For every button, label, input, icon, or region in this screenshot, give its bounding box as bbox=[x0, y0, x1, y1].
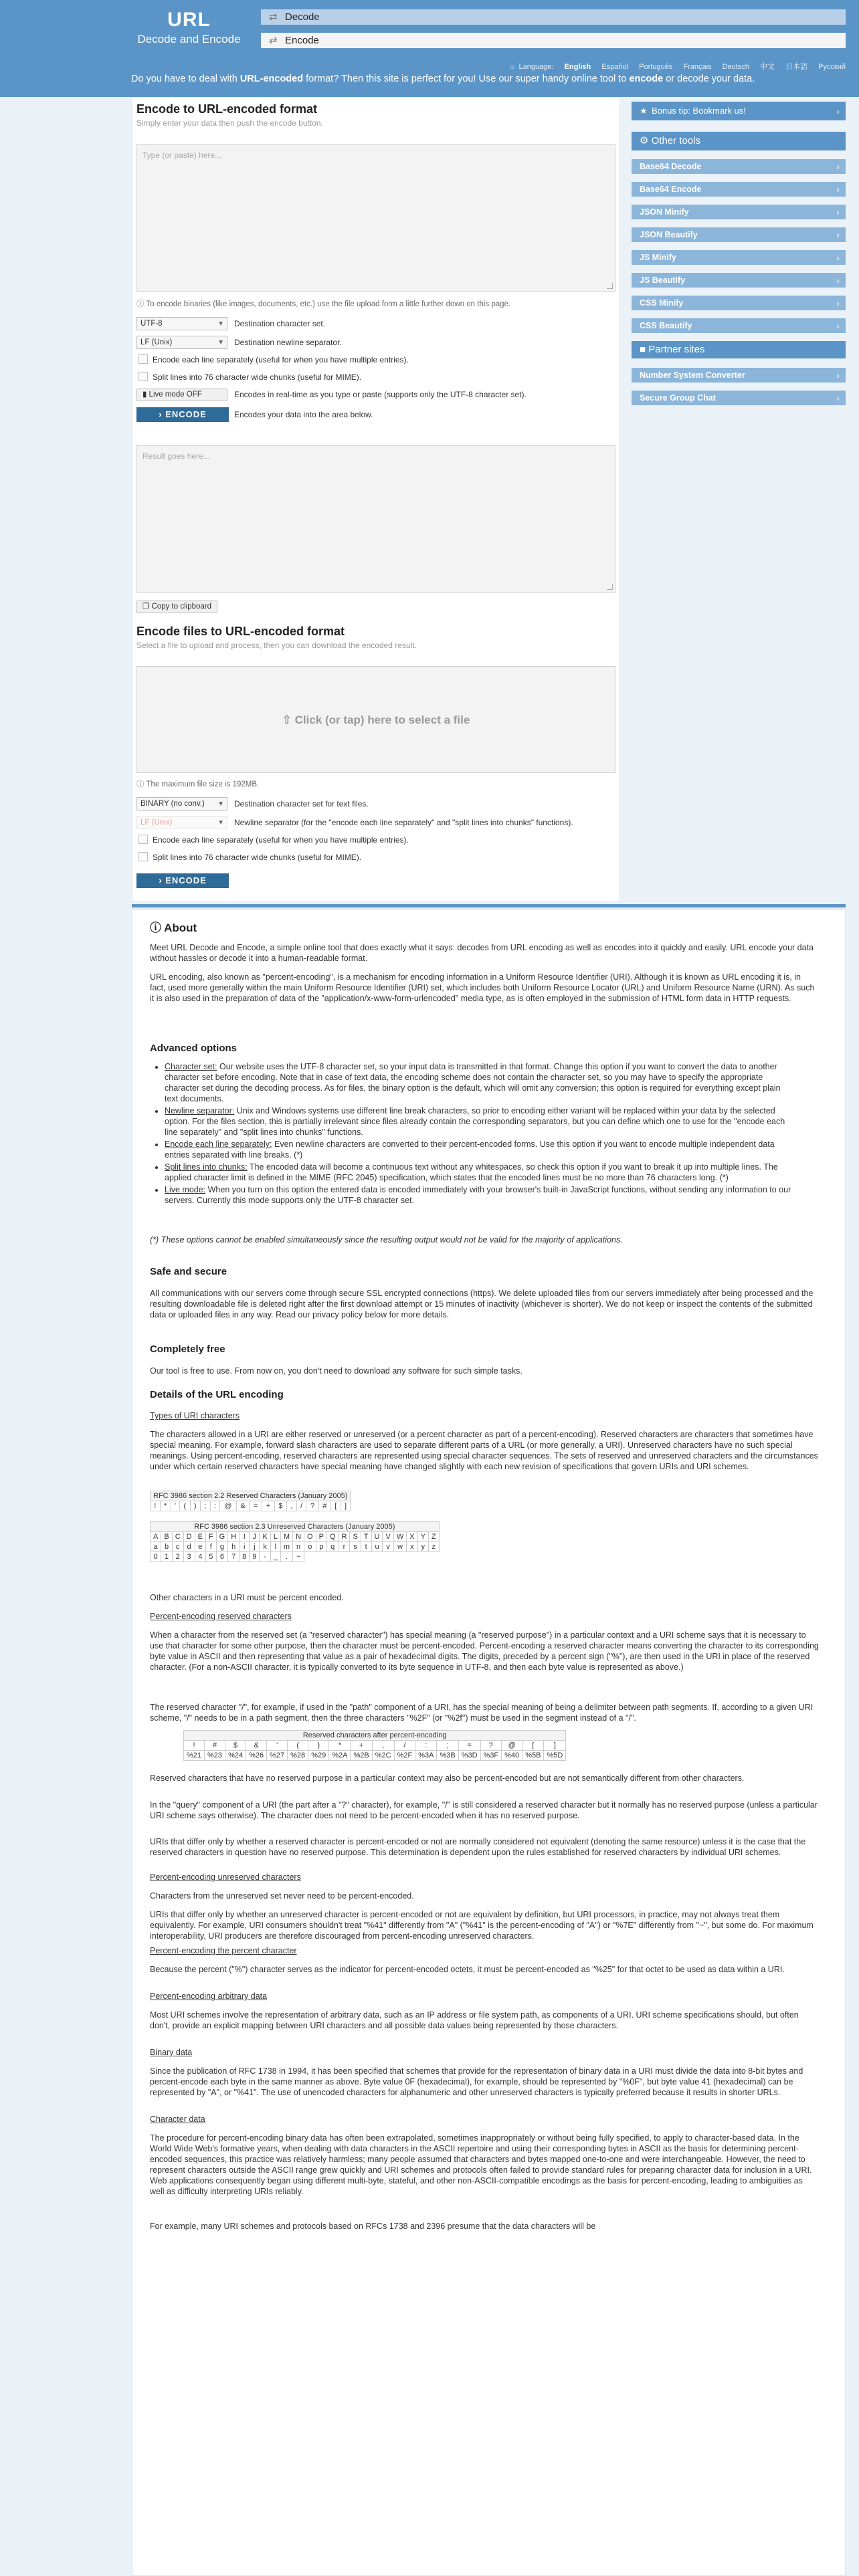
after-char-cell: ( bbox=[288, 1741, 308, 1751]
tagline-text: Do you have to deal with bbox=[131, 74, 240, 84]
file-charset-select[interactable]: BINARY (no conv.) ▾ bbox=[136, 797, 227, 811]
copy-button[interactable] bbox=[136, 601, 217, 613]
after-caption: Reserved characters after percent-encoding bbox=[184, 1731, 566, 1741]
globe-icon: ☼ bbox=[508, 63, 516, 71]
after-code-cell: %3B bbox=[437, 1751, 458, 1761]
result-placeholder: Result goes here... bbox=[142, 451, 210, 461]
encoder-panel bbox=[132, 97, 620, 902]
unreserved-char-cell: 9 bbox=[250, 1552, 260, 1562]
pe-unreserved-p1: Characters from the unreserved set never need to be percent-encoded. bbox=[150, 1891, 414, 1901]
chevron-icon: › bbox=[159, 875, 163, 885]
pe-percent-title: Percent-encoding the percent character bbox=[150, 1946, 297, 1955]
input-placeholder: Type (or paste) here... bbox=[142, 150, 222, 160]
tool-base64-decode[interactable]: Base64 Decode › bbox=[632, 159, 846, 174]
after-code-cell: %2C bbox=[372, 1751, 394, 1761]
unreserved-char-cell: U bbox=[371, 1532, 383, 1542]
file-each-line-label: Encode each line separately (useful for when you have multiple entries). bbox=[153, 835, 409, 845]
unreserved-char-cell: R bbox=[339, 1532, 350, 1542]
char-p: The procedure for percent-encoding binary data has often been extrapolated, sometimes inappropriately or without being fully specified, to apply to character-based data. In the World Wide Web's formative years, when dealing with data characters in the ASCII repertoire and using their corresponding bytes in ASCII as the basis for determining percent-encoded sequences, this practice was relatively harmless; many people assumed that characters and bytes mapped one-to-one and were interchangeable. However, the need to represent characters outside the ASCII range grew quickly and URI schemes and protocols often failed to provide standard rules for preparing character data for inclusion in a URI. Web applications consequently began using different multi-byte, stateful, and other non-ASCII-compatible encodings as the basis for percent-encoding, leading to ambiguities as well as difficulty interpreting URIs reliably. bbox=[150, 2133, 812, 2196]
after-code-cell: %2F bbox=[394, 1751, 415, 1761]
tool-css-minify[interactable]: CSS Minify › bbox=[632, 296, 846, 310]
unreserved-char-cell: . bbox=[280, 1552, 292, 1562]
adv-live bbox=[165, 1184, 793, 1206]
unreserved-char-cell: T bbox=[361, 1532, 371, 1542]
after-code-cell: %21 bbox=[184, 1751, 205, 1761]
live-mode-button[interactable] bbox=[136, 389, 227, 401]
unreserved-char-cell: l bbox=[270, 1542, 280, 1552]
copy-button-label: Copy to clipboard bbox=[151, 603, 212, 611]
lang-spanish[interactable]: Español bbox=[601, 63, 629, 71]
types-p: The characters allowed in a URI are either reserved or unreserved (or a percent character as part of a percent-encoding). Reserved characters are characters that sometimes have special meaning. For example, forward slash characters are used to separate different parts of a URL (or more generally, a URI). Unreserved characters have no such special meanings. Using percent-encoding, reserved characters are represented using special character sequences. The sets of reserved and unreserved characters and the circumstances under which certain reserved characters have special meaning have changed slightly with each new revision of specifications that govern URIs and URI schemes. bbox=[150, 1430, 818, 1471]
reserved-table bbox=[150, 1491, 351, 1511]
unreserved-char-cell: o bbox=[304, 1542, 316, 1552]
differ-p: URIs that differ only by whether a reserved character is percent-encoded or not are normally considered not equivalent (denoting the same resource) unless it is the case that the reserved characters in question have no reserved purpose. This determination is dependent upon the rules established for reserved characters by individual URI schemes. bbox=[150, 1837, 806, 1857]
unreserved-char-cell: d bbox=[183, 1542, 195, 1552]
file-newline-select[interactable]: LF (Unix) ▾ bbox=[136, 816, 227, 829]
partner-secure-chat[interactable]: Secure Group Chat › bbox=[632, 391, 846, 405]
unreserved-char-cell: - bbox=[260, 1552, 270, 1562]
unreserved-char-cell: 4 bbox=[195, 1552, 205, 1562]
unreserved-char-cell: b bbox=[161, 1542, 172, 1552]
unreserved-char-cell: _ bbox=[270, 1552, 280, 1562]
lang-french[interactable]: Français bbox=[683, 63, 712, 71]
after-code-cell: %2B bbox=[351, 1751, 372, 1761]
unreserved-char-cell: 6 bbox=[216, 1552, 228, 1562]
reserved-char-cell: [ bbox=[331, 1501, 341, 1511]
pe-reserved-p: When a character from the reserved set (a "reserved character") has special meaning (a "reserved purpose") in a particular context and a URI scheme says that it is necessary to use that character for some other purpose, then the character must be percent-encoded. Percent-encoding a reserved character means converting the character to its corresponding byte value in ASCII and then representing that value as a pair of hexadecimal digits. The digits, preceded by a percent sign ("%"), are then used in the URI in place of the reserved character. (For a non-ASCII character, it is typically converted to its byte sequence in UTF-8, and then each byte value is represented as above.) bbox=[150, 1630, 819, 1672]
adv-note: (*) These options cannot be enabled simultaneously since the resulting output would not be valid for the majority of applications. bbox=[150, 1235, 623, 1245]
after-char-cell: # bbox=[205, 1741, 225, 1751]
resize-handle[interactable] bbox=[607, 584, 613, 590]
file-newline-label: Newline separator (for the "encode each line separately" and "split lines into chunks" functions). bbox=[234, 818, 573, 827]
reserved-char-cell: ; bbox=[200, 1501, 210, 1511]
unreserved-char-cell: g bbox=[216, 1542, 228, 1552]
nav-encode-label: Encode bbox=[285, 35, 319, 46]
copy-icon: ❐ bbox=[142, 603, 150, 611]
reserved-caption: RFC 3986 section 2.2 Reserved Characters (January 2005) bbox=[151, 1491, 351, 1501]
max-size-note bbox=[136, 778, 259, 789]
unreserved-char-cell: c bbox=[172, 1542, 183, 1552]
lang-portuguese[interactable]: Português bbox=[639, 63, 673, 71]
unreserved-char-cell: N bbox=[293, 1532, 304, 1542]
unreserved-char-cell: v bbox=[383, 1542, 393, 1552]
wrench-icon: ⚙ bbox=[640, 135, 649, 146]
after-char-cell: ? bbox=[480, 1741, 502, 1751]
reserved-char-cell: # bbox=[318, 1501, 330, 1511]
after-char-cell: ] bbox=[544, 1741, 566, 1751]
reserved-char-cell: * bbox=[160, 1501, 171, 1511]
header bbox=[0, 0, 859, 97]
reserved-char-cell: @ bbox=[220, 1501, 236, 1511]
about-title bbox=[150, 918, 197, 935]
lang-chinese[interactable]: 中文 bbox=[760, 63, 775, 71]
tool-json-minify[interactable]: JSON Minify › bbox=[632, 205, 846, 219]
unreserved-char-cell: M bbox=[280, 1532, 292, 1542]
after-code-cell: %3F bbox=[480, 1751, 502, 1761]
live-mode-desc: Encodes in real-time as you type or paste (supports only the UTF-8 character set). bbox=[234, 390, 527, 399]
adv-text: When you turn on this option the entered data is encoded immediately with your browser's built-in JavaScript functions, without sending any information to our servers. Currently this mode supports only the UTF-8 character set. bbox=[165, 1185, 791, 1205]
partner-sites-title: Partner sites bbox=[648, 344, 705, 355]
lang-english[interactable]: English bbox=[564, 63, 591, 71]
pe-unreserved-title: Percent-encoding unreserved characters bbox=[150, 1872, 301, 1882]
bonus-tip-label: Bonus tip: Bookmark us! bbox=[652, 106, 746, 116]
logo-subtitle: Decode and Encode bbox=[137, 33, 241, 45]
query-p: In the "query" component of a URI (the part after a "?" character), for example, "/" is still considered a reserved character but it normally has no reserved purpose (unless a particular URI scheme says otherwise). The character does not need to be percent-encoded when it has no reserved purpose. bbox=[150, 1800, 818, 1820]
tagline-bold: encode bbox=[629, 74, 664, 84]
unreserved-char-cell: u bbox=[371, 1542, 383, 1552]
after-char-cell: & bbox=[246, 1741, 267, 1751]
after-code-cell: %29 bbox=[308, 1751, 329, 1761]
unreserved-table bbox=[150, 1521, 440, 1562]
after-char-cell: ! bbox=[184, 1741, 205, 1751]
types-title: Types of URI characters bbox=[150, 1411, 240, 1420]
unreserved-char-cell: 7 bbox=[228, 1552, 240, 1562]
after-code-cell: %2A bbox=[329, 1751, 351, 1761]
partner-sites-header bbox=[632, 341, 846, 358]
safe-p: All communications with our servers come through secure SSL encrypted connections (https). We delete uploaded files from our servers immediately after being processed and the resulting downloadable file is deleted right after the first download attempt or 15 minutes of inactivity (whichever is shorter). We do not keep or inspect the contents of the submitted data or uploaded files in any way. Read our privacy policy below for more details. bbox=[150, 1289, 814, 1319]
unreserved-char-cell: K bbox=[260, 1532, 270, 1542]
section-divider bbox=[132, 904, 846, 907]
unreserved-char-cell: s bbox=[350, 1542, 361, 1552]
adv-term: Newline separator: bbox=[165, 1106, 235, 1115]
unreserved-char-cell: ~ bbox=[293, 1552, 304, 1562]
adv-newline bbox=[165, 1105, 793, 1138]
table-row bbox=[151, 1532, 440, 1542]
unreserved-char-cell: 2 bbox=[172, 1552, 183, 1562]
file-prompt: Click (or tap) here to select a file bbox=[294, 714, 470, 726]
unreserved-char-cell: S bbox=[350, 1532, 361, 1542]
unreserved-char-cell: B bbox=[161, 1532, 172, 1542]
table-row bbox=[151, 1542, 440, 1552]
last-p: For example, many URI schemes and protocols based on RFCs 1738 and 2396 presume that the data characters will be bbox=[150, 2222, 596, 2231]
unreserved-char-cell: L bbox=[270, 1532, 280, 1542]
other-tools-title: Other tools bbox=[651, 135, 700, 146]
chevron-icon: › bbox=[159, 409, 163, 419]
unreserved-char-cell: J bbox=[250, 1532, 260, 1542]
after-encoding-table bbox=[183, 1730, 566, 1761]
unreserved-char-cell: A bbox=[151, 1532, 161, 1542]
free-p: Our tool is free to use. From now on, you don't need to download any software for such simple tasks. bbox=[150, 1366, 522, 1376]
after-code-cell: %26 bbox=[246, 1751, 267, 1761]
reserved-char-cell: + bbox=[262, 1501, 275, 1511]
reserved-char-cell: ] bbox=[341, 1501, 351, 1511]
tool-js-beautify[interactable]: JS Beautify › bbox=[632, 273, 846, 288]
tagline-text: format? Then this site is perfect for you! Use our super handy online tool to bbox=[303, 74, 630, 84]
after-code-cell: %3D bbox=[458, 1751, 480, 1761]
other-chars-p: Other characters in a URI must be percent encoded. bbox=[150, 1593, 344, 1602]
encode-button[interactable] bbox=[136, 407, 229, 422]
partner-number-converter[interactable]: Number System Converter › bbox=[632, 368, 846, 383]
after-char-cell: @ bbox=[502, 1741, 522, 1751]
unreserved-char-cell: y bbox=[417, 1542, 428, 1552]
after-code-cell: %24 bbox=[225, 1751, 246, 1761]
adv-term: Split lines into chunks: bbox=[165, 1162, 248, 1172]
adv-charset bbox=[165, 1061, 793, 1104]
each-line-checkbox[interactable] bbox=[138, 354, 148, 364]
tagline-text: or decode your data. bbox=[663, 74, 755, 84]
info-icon: ⓘ bbox=[136, 780, 145, 788]
unreserved-char-cell: i bbox=[240, 1542, 250, 1552]
bookmark-icon: ★ bbox=[640, 106, 648, 116]
unreserved-char-cell: h bbox=[228, 1542, 240, 1552]
slash-p: The reserved character "/", for example, if used in the "path" component of a URI, has the special meaning of being a delimiter between path segments. If, according to a given URI scheme, "/" needs to be in a path segment, then the three characters "%2F" (or "%2f") must be used in the segment instead of a "/". bbox=[150, 1703, 814, 1723]
adv-text: The encoded data will become a continuous text without any whitespaces, so check this option if you want to break it up into multiple lines. The applied character limit is defined in the MIME (RFC 2045) specification, which states that the encoded lines must be no more than 76 characters long. (*) bbox=[165, 1162, 778, 1182]
unreserved-char-cell: C bbox=[172, 1532, 183, 1542]
bonus-tip[interactable] bbox=[632, 102, 846, 120]
reserved-char-cell: : bbox=[210, 1501, 220, 1511]
arrow-icon: ⇄ bbox=[269, 11, 278, 23]
file-encoder-title: Encode files to URL-encoded format bbox=[136, 625, 345, 638]
newline-select[interactable]: LF (Unix) ▾ bbox=[136, 336, 227, 349]
after-code-cell: %5D bbox=[544, 1751, 566, 1761]
pe-arbitrary-p: Most URI schemes involve the representation of arbitrary data, such as an IP address or file system path, as components of a URI. URI scheme specifications should, but often don't, provide an explicit mapping between URI characters and all possible data values being represented by those characters. bbox=[150, 2010, 799, 2030]
binary-note-text: To encode binaries (like images, documents, etc.) use the file upload form a little further down on this page. bbox=[146, 300, 511, 308]
unreserved-char-cell: m bbox=[280, 1542, 292, 1552]
adv-term: Encode each line separately: bbox=[165, 1140, 272, 1149]
after-code-cell: %23 bbox=[205, 1751, 225, 1761]
after-char-cell: / bbox=[394, 1741, 415, 1751]
link-icon: ■ bbox=[640, 344, 646, 355]
after-char-cell: ; bbox=[437, 1741, 458, 1751]
tagline-bold: URL-encoded bbox=[240, 74, 304, 84]
unreserved-char-cell: W bbox=[393, 1532, 406, 1542]
reserved-char-cell: ? bbox=[306, 1501, 318, 1511]
tool-json-beautify[interactable]: JSON Beautify › bbox=[632, 227, 846, 242]
char-title: Character data bbox=[150, 2115, 205, 2124]
tool-css-beautify[interactable]: CSS Beautify › bbox=[632, 318, 846, 333]
about-section bbox=[132, 909, 846, 2576]
unreserved-char-cell: F bbox=[205, 1532, 216, 1542]
after-code-cell: %3A bbox=[415, 1751, 437, 1761]
unreserved-char-cell: I bbox=[240, 1532, 250, 1542]
about-p1: Meet URL Decode and Encode, a simple online tool that does exactly what it says: decodes from URL encoding as well as encodes into it quickly and easily. URL encode your data without hassles or decode it into a human-readable format. bbox=[150, 943, 814, 963]
encode-button-label: ENCODE bbox=[165, 409, 207, 419]
adv-term: Character set: bbox=[165, 1062, 217, 1071]
newline-label: Destination newline separator. bbox=[234, 338, 342, 347]
encoder-title: Encode to URL-encoded format bbox=[136, 102, 318, 116]
result-textarea[interactable] bbox=[136, 445, 615, 593]
encode-desc: Encodes your data into the area below. bbox=[234, 410, 373, 419]
binary-title: Binary data bbox=[150, 2048, 193, 2057]
unreserved-char-cell: n bbox=[293, 1542, 304, 1552]
reserved-char-cell: ) bbox=[190, 1501, 200, 1511]
unreserved-char-cell: 8 bbox=[240, 1552, 250, 1562]
info-icon: ⓘ bbox=[150, 922, 161, 934]
unreserved-char-cell: O bbox=[304, 1532, 316, 1542]
unreserved-char-cell: D bbox=[183, 1532, 195, 1542]
reserved-char-cell: ( bbox=[180, 1501, 190, 1511]
reserved-char-cell: = bbox=[250, 1501, 262, 1511]
unreserved-char-cell: r bbox=[339, 1542, 350, 1552]
file-encode-label: ENCODE bbox=[165, 875, 207, 885]
adv-text: Even newline characters are converted to their percent-encoded forms. Use this option if you want to encode multiple independent data entries separated with line breaks. (*) bbox=[165, 1140, 775, 1160]
after-char-cell: , bbox=[372, 1741, 394, 1751]
unreserved-char-cell: w bbox=[393, 1542, 406, 1552]
after-char-cell: + bbox=[351, 1741, 372, 1751]
language-selector bbox=[500, 61, 846, 72]
after-char-cell: ) bbox=[308, 1741, 329, 1751]
site-logo[interactable] bbox=[130, 9, 248, 47]
after-char-cell: [ bbox=[522, 1741, 544, 1751]
file-encoder-subtitle: Select a file to upload and process, then you can download the encoded result. bbox=[136, 641, 417, 650]
about-title-text: About bbox=[164, 922, 197, 934]
after-char-cell: $ bbox=[225, 1741, 246, 1751]
unreserved-char-cell: 0 bbox=[151, 1552, 161, 1562]
unreserved-char-cell: Q bbox=[326, 1532, 339, 1542]
tool-js-minify[interactable]: JS Minify › bbox=[632, 250, 846, 265]
each-line-label: Encode each line separately (useful for when you have multiple entries). bbox=[153, 355, 409, 364]
charset-select[interactable]: UTF-8 ▾ bbox=[136, 317, 227, 330]
lang-german[interactable]: Deutsch bbox=[722, 63, 749, 71]
unreserved-char-cell: P bbox=[316, 1532, 326, 1542]
table-row bbox=[151, 1552, 440, 1562]
advanced-list bbox=[165, 1061, 793, 1207]
pe-percent-p: Because the percent ("%") character serves as the indicator for percent-encoded octets, it must be percent-encoded as "%25" for that octet to be used as data within a URI. bbox=[150, 1965, 785, 1974]
unreserved-char-cell: j bbox=[250, 1542, 260, 1552]
unreserved-char-cell: q bbox=[326, 1542, 339, 1552]
no-purpose-p: Reserved characters that have no reserved purpose in a particular context may also be percent-encoded but are not semantically different from other characters. bbox=[150, 1774, 745, 1783]
input-textarea[interactable] bbox=[136, 144, 615, 292]
unreserved-char-cell: z bbox=[428, 1542, 439, 1552]
after-code-cell: %28 bbox=[288, 1751, 308, 1761]
advanced-title: Advanced options bbox=[150, 1043, 237, 1054]
file-charset-label: Destination character set for text files. bbox=[234, 799, 369, 809]
unreserved-char-cell: k bbox=[260, 1542, 270, 1552]
upload-icon: ⇧ bbox=[282, 714, 292, 726]
file-select-area[interactable] bbox=[136, 666, 615, 773]
unreserved-char-cell: t bbox=[361, 1542, 371, 1552]
unreserved-char-cell: e bbox=[195, 1542, 205, 1552]
adv-text: Our website uses the UTF-8 character set, so your input data is transmitted in that format. Change this option if you want to convert the data to another character set before encoding. Note that in case of text data, the encoding scheme does not contain the character set, so you may have to specify the appropriate character set during the decoding process. As for files, the binary option is the default, which will omit any conversion; this option is required for everything except plain text documents. bbox=[165, 1062, 781, 1103]
unreserved-char-cell: V bbox=[383, 1532, 393, 1542]
after-char-cell: : bbox=[415, 1741, 437, 1751]
charset-label: Destination character set. bbox=[234, 319, 326, 328]
after-code-cell: %27 bbox=[267, 1751, 288, 1761]
after-code-cell: %5B bbox=[522, 1751, 544, 1761]
unreserved-char-cell: 3 bbox=[183, 1552, 195, 1562]
about-p2: URL encoding, also known as "percent-encoding", is a mechanism for encoding information in a Uniform Resource Identifier (URI). Although it is known as URL encoding it is, in fact, used more generally within the main Uniform Resource Identifier (URI) set, which includes both Uniform Resource Locator (URL) and Uniform Resource Name (URN). As such it is also used in the preparation of data of the "application/x-www-form-urlencoded" media type, as is often employed in the submission of HTML form data in HTTP requests. bbox=[150, 972, 815, 1003]
pe-arbitrary-title: Percent-encoding arbitrary data bbox=[150, 1992, 268, 2001]
safe-title: Safe and secure bbox=[150, 1266, 227, 1277]
unreserved-char-cell: Y bbox=[417, 1532, 428, 1542]
max-size-text: The maximum file size is 192MB. bbox=[146, 780, 260, 788]
reserved-char-cell: , bbox=[287, 1501, 297, 1511]
encoder-subtitle: Simply enter your data then push the encode button. bbox=[136, 118, 323, 128]
arrow-icon: ⇄ bbox=[269, 35, 278, 46]
unreserved-char-cell: 5 bbox=[205, 1552, 216, 1562]
unreserved-char-cell: x bbox=[407, 1542, 417, 1552]
unreserved-char-cell: f bbox=[205, 1542, 216, 1552]
pe-reserved-title: Percent-encoding reserved characters bbox=[150, 1612, 292, 1621]
adv-each-line bbox=[165, 1139, 793, 1160]
file-split-label: Split lines into 76 character wide chunks (useful for MIME). bbox=[153, 853, 362, 862]
unreserved-char-cell: p bbox=[316, 1542, 326, 1552]
logo-title: URL bbox=[167, 9, 211, 31]
binary-p: Since the publication of RFC 1738 in 1994, it has been specified that schemes that provide for the representation of binary data in a URI must divide the data into 8-bit bytes and percent-encode each byte in the same manner as above. Byte value 0F (hexadecimal), for example, should be represented by "%0F", but byte value 41 (hexadecimal) can be represented by "A", or "%41". The use of unencoded characters for alphanumeric and other unreserved characters is typically preferred because it results in shorter URLs. bbox=[150, 2066, 803, 2097]
tool-base64-encode[interactable]: Base64 Encode › bbox=[632, 182, 846, 197]
reserved-char-cell: & bbox=[236, 1501, 250, 1511]
reserved-char-cell: $ bbox=[274, 1501, 286, 1511]
nav-decode-label: Decode bbox=[285, 11, 320, 23]
live-mode-label: Live mode OFF bbox=[149, 391, 202, 399]
file-split-checkbox[interactable] bbox=[138, 852, 148, 861]
after-char-cell: ' bbox=[267, 1741, 288, 1751]
unreserved-char-cell: a bbox=[151, 1542, 161, 1552]
adv-term: Live mode: bbox=[165, 1185, 206, 1194]
nav-encode[interactable] bbox=[261, 33, 846, 48]
split-lines-checkbox[interactable] bbox=[138, 372, 148, 381]
reserved-char-cell: ! bbox=[151, 1501, 161, 1511]
nav-decode[interactable] bbox=[261, 9, 846, 25]
unreserved-char-cell: E bbox=[195, 1532, 205, 1542]
reserved-char-cell: ' bbox=[171, 1501, 179, 1511]
file-each-line-checkbox[interactable] bbox=[138, 835, 148, 844]
reserved-char-cell: / bbox=[296, 1501, 306, 1511]
toggle-icon: ▮ bbox=[142, 391, 147, 399]
pe-unreserved-p2: URIs that differ only by whether an unreserved character is percent-encoded or not are equivalent by definition, but URI processors, in practice, may not always treat them equivalently. For example, URI consumers shouldn't treat "%41" differently from "A" ("%41" is the percent-encoding of "A") or "%7E" differently from "~", but some do. For maximum interoperability, URI producers are therefore discouraged from percent-encoding unreserved characters. bbox=[150, 1910, 814, 1941]
after-code-cell: %40 bbox=[502, 1751, 522, 1761]
unreserved-char-cell: Z bbox=[428, 1532, 439, 1542]
unreserved-char-cell: X bbox=[407, 1532, 417, 1542]
unreserved-char-cell: G bbox=[216, 1532, 228, 1542]
unreserved-char-cell: 1 bbox=[161, 1552, 172, 1562]
tagline bbox=[131, 74, 854, 84]
binary-note bbox=[136, 298, 510, 309]
lang-japanese[interactable]: 日本語 bbox=[785, 63, 808, 71]
unreserved-char-cell: H bbox=[228, 1532, 240, 1542]
split-lines-label: Split lines into 76 character wide chunks (useful for MIME). bbox=[153, 372, 362, 382]
other-tools-header bbox=[632, 132, 846, 150]
info-icon: ⓘ bbox=[136, 300, 145, 308]
after-char-cell: = bbox=[458, 1741, 480, 1751]
resize-handle[interactable] bbox=[607, 283, 613, 289]
file-encode-button[interactable] bbox=[136, 873, 229, 888]
adv-text: Unix and Windows systems use different line break characters, so prior to encoding either variant will be replaced within your data by the selected option. For the files section, this is partially irrelevant since files already contain the corresponding separators, but you can define which one to use for the "encode each line separately" and "split lines into chunks" functions. bbox=[165, 1106, 785, 1137]
details-title: Details of the URL encoding bbox=[150, 1389, 284, 1400]
lang-russian[interactable]: Русский bbox=[818, 63, 846, 71]
adv-split bbox=[165, 1162, 793, 1183]
language-label: Language: bbox=[518, 63, 554, 71]
free-title: Completely free bbox=[150, 1344, 225, 1355]
unreserved-caption: RFC 3986 section 2.3 Unreserved Characters (January 2005) bbox=[151, 1522, 440, 1532]
after-char-cell: * bbox=[329, 1741, 351, 1751]
